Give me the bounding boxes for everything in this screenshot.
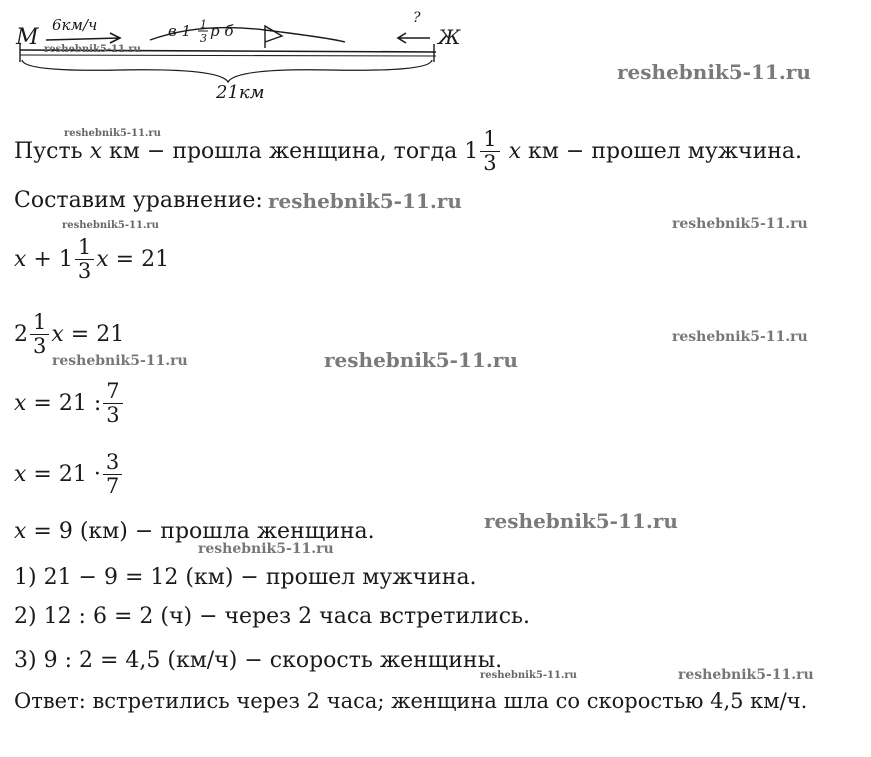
text: = 21 bbox=[70, 321, 125, 347]
solution-line-10 bbox=[14, 647, 502, 675]
fraction bbox=[103, 380, 122, 427]
sketch-speed-label: 6км/ч bbox=[52, 16, 98, 34]
watermark: reshebnik5-11.ru bbox=[198, 541, 334, 557]
text: км − прошел мужчина. bbox=[528, 138, 803, 164]
solution-line-6 bbox=[14, 451, 124, 498]
text: 2 bbox=[14, 321, 28, 347]
denominator: 3 bbox=[33, 334, 47, 358]
fraction bbox=[103, 451, 122, 498]
text: Пусть bbox=[14, 138, 83, 164]
solution-line-1 bbox=[14, 128, 802, 175]
text: 1) 21 − 9 = 12 (км) − прошел мужчина. bbox=[14, 565, 477, 590]
sketch-time-num: 1 bbox=[200, 18, 207, 31]
numerator: 3 bbox=[103, 451, 122, 475]
text: Составим уравнение: bbox=[14, 188, 263, 213]
text: = 21 · bbox=[33, 461, 101, 487]
numerator: 1 bbox=[480, 128, 499, 152]
numerator: 1 bbox=[30, 311, 49, 335]
solution-line-8 bbox=[14, 564, 477, 592]
denominator: 3 bbox=[483, 151, 497, 175]
fraction bbox=[30, 311, 49, 358]
var-x: x bbox=[14, 246, 27, 272]
motion-sketch bbox=[0, 0, 871, 110]
var-x: x bbox=[14, 461, 27, 487]
answer-line bbox=[14, 687, 807, 715]
sketch-time-suffix: р б bbox=[210, 22, 234, 40]
text: = 21 bbox=[115, 246, 170, 272]
sketch-left-label: М bbox=[16, 25, 39, 50]
sketch-time-den: 3 bbox=[200, 32, 207, 45]
text: 3) 9 : 2 = 4,5 (км/ч) − скорость женщины. bbox=[14, 648, 503, 673]
text: = 21 : bbox=[33, 390, 102, 416]
watermark: reshebnik5-11.ru bbox=[480, 670, 577, 681]
var-x: x bbox=[89, 138, 103, 164]
watermark: reshebnik5-11.ru bbox=[672, 216, 808, 232]
watermark: reshebnik5-11.ru bbox=[484, 509, 678, 533]
fraction bbox=[480, 128, 499, 175]
sketch-speed-arrow bbox=[46, 33, 120, 43]
watermark: reshebnik5-11.ru bbox=[62, 220, 159, 231]
text: 2) 12 : 6 = 2 (ч) − через 2 часа встретились. bbox=[14, 604, 530, 629]
sketch-flag bbox=[265, 26, 282, 48]
sketch-right-label: Ж bbox=[438, 25, 461, 49]
sketch-question: ? bbox=[413, 10, 421, 26]
watermark: reshebnik5-11.ru bbox=[52, 353, 188, 369]
numerator: 7 bbox=[103, 380, 122, 404]
denominator: 3 bbox=[77, 259, 92, 283]
sketch-back-arrow bbox=[398, 33, 430, 43]
solution-line-2 bbox=[14, 187, 263, 215]
sketch-road-2 bbox=[20, 55, 436, 56]
denominator: 7 bbox=[105, 474, 120, 498]
solution-line-4 bbox=[14, 311, 124, 358]
denominator: 3 bbox=[106, 403, 120, 427]
sketch-distance-label: 21км bbox=[216, 82, 265, 103]
watermark: reshebnik5-11.ru bbox=[44, 44, 141, 55]
watermark: reshebnik5-11.ru bbox=[64, 128, 161, 139]
solution-line-9 bbox=[14, 603, 530, 631]
watermark: reshebnik5-11.ru bbox=[268, 189, 462, 213]
watermark: reshebnik5-11.ru bbox=[324, 348, 518, 372]
var-x: x bbox=[14, 519, 27, 544]
var-x: x bbox=[508, 138, 522, 164]
text: км − прошла женщина, тогда 1 bbox=[109, 138, 479, 164]
text: Ответ: встретились через 2 часа; женщина шла со скоростью 4,5 км/ч. bbox=[14, 689, 808, 713]
text: + 1 bbox=[33, 246, 73, 272]
var-x: x bbox=[14, 390, 27, 416]
numerator: 1 bbox=[75, 236, 94, 260]
watermark: reshebnik5-11.ru bbox=[672, 329, 808, 345]
solution-line-7 bbox=[14, 518, 375, 546]
sketch-brace bbox=[22, 60, 432, 82]
fraction bbox=[75, 236, 94, 283]
var-x: x bbox=[96, 246, 109, 272]
solution-line-3 bbox=[14, 236, 169, 283]
watermark: reshebnik5-11.ru bbox=[678, 667, 814, 683]
text: = 9 (км) − прошла женщина. bbox=[33, 519, 375, 544]
solution-line-5 bbox=[14, 380, 125, 427]
sketch-time-label: в 1 bbox=[168, 22, 192, 40]
var-x: x bbox=[51, 321, 64, 347]
watermark: reshebnik5-11.ru bbox=[617, 60, 811, 84]
